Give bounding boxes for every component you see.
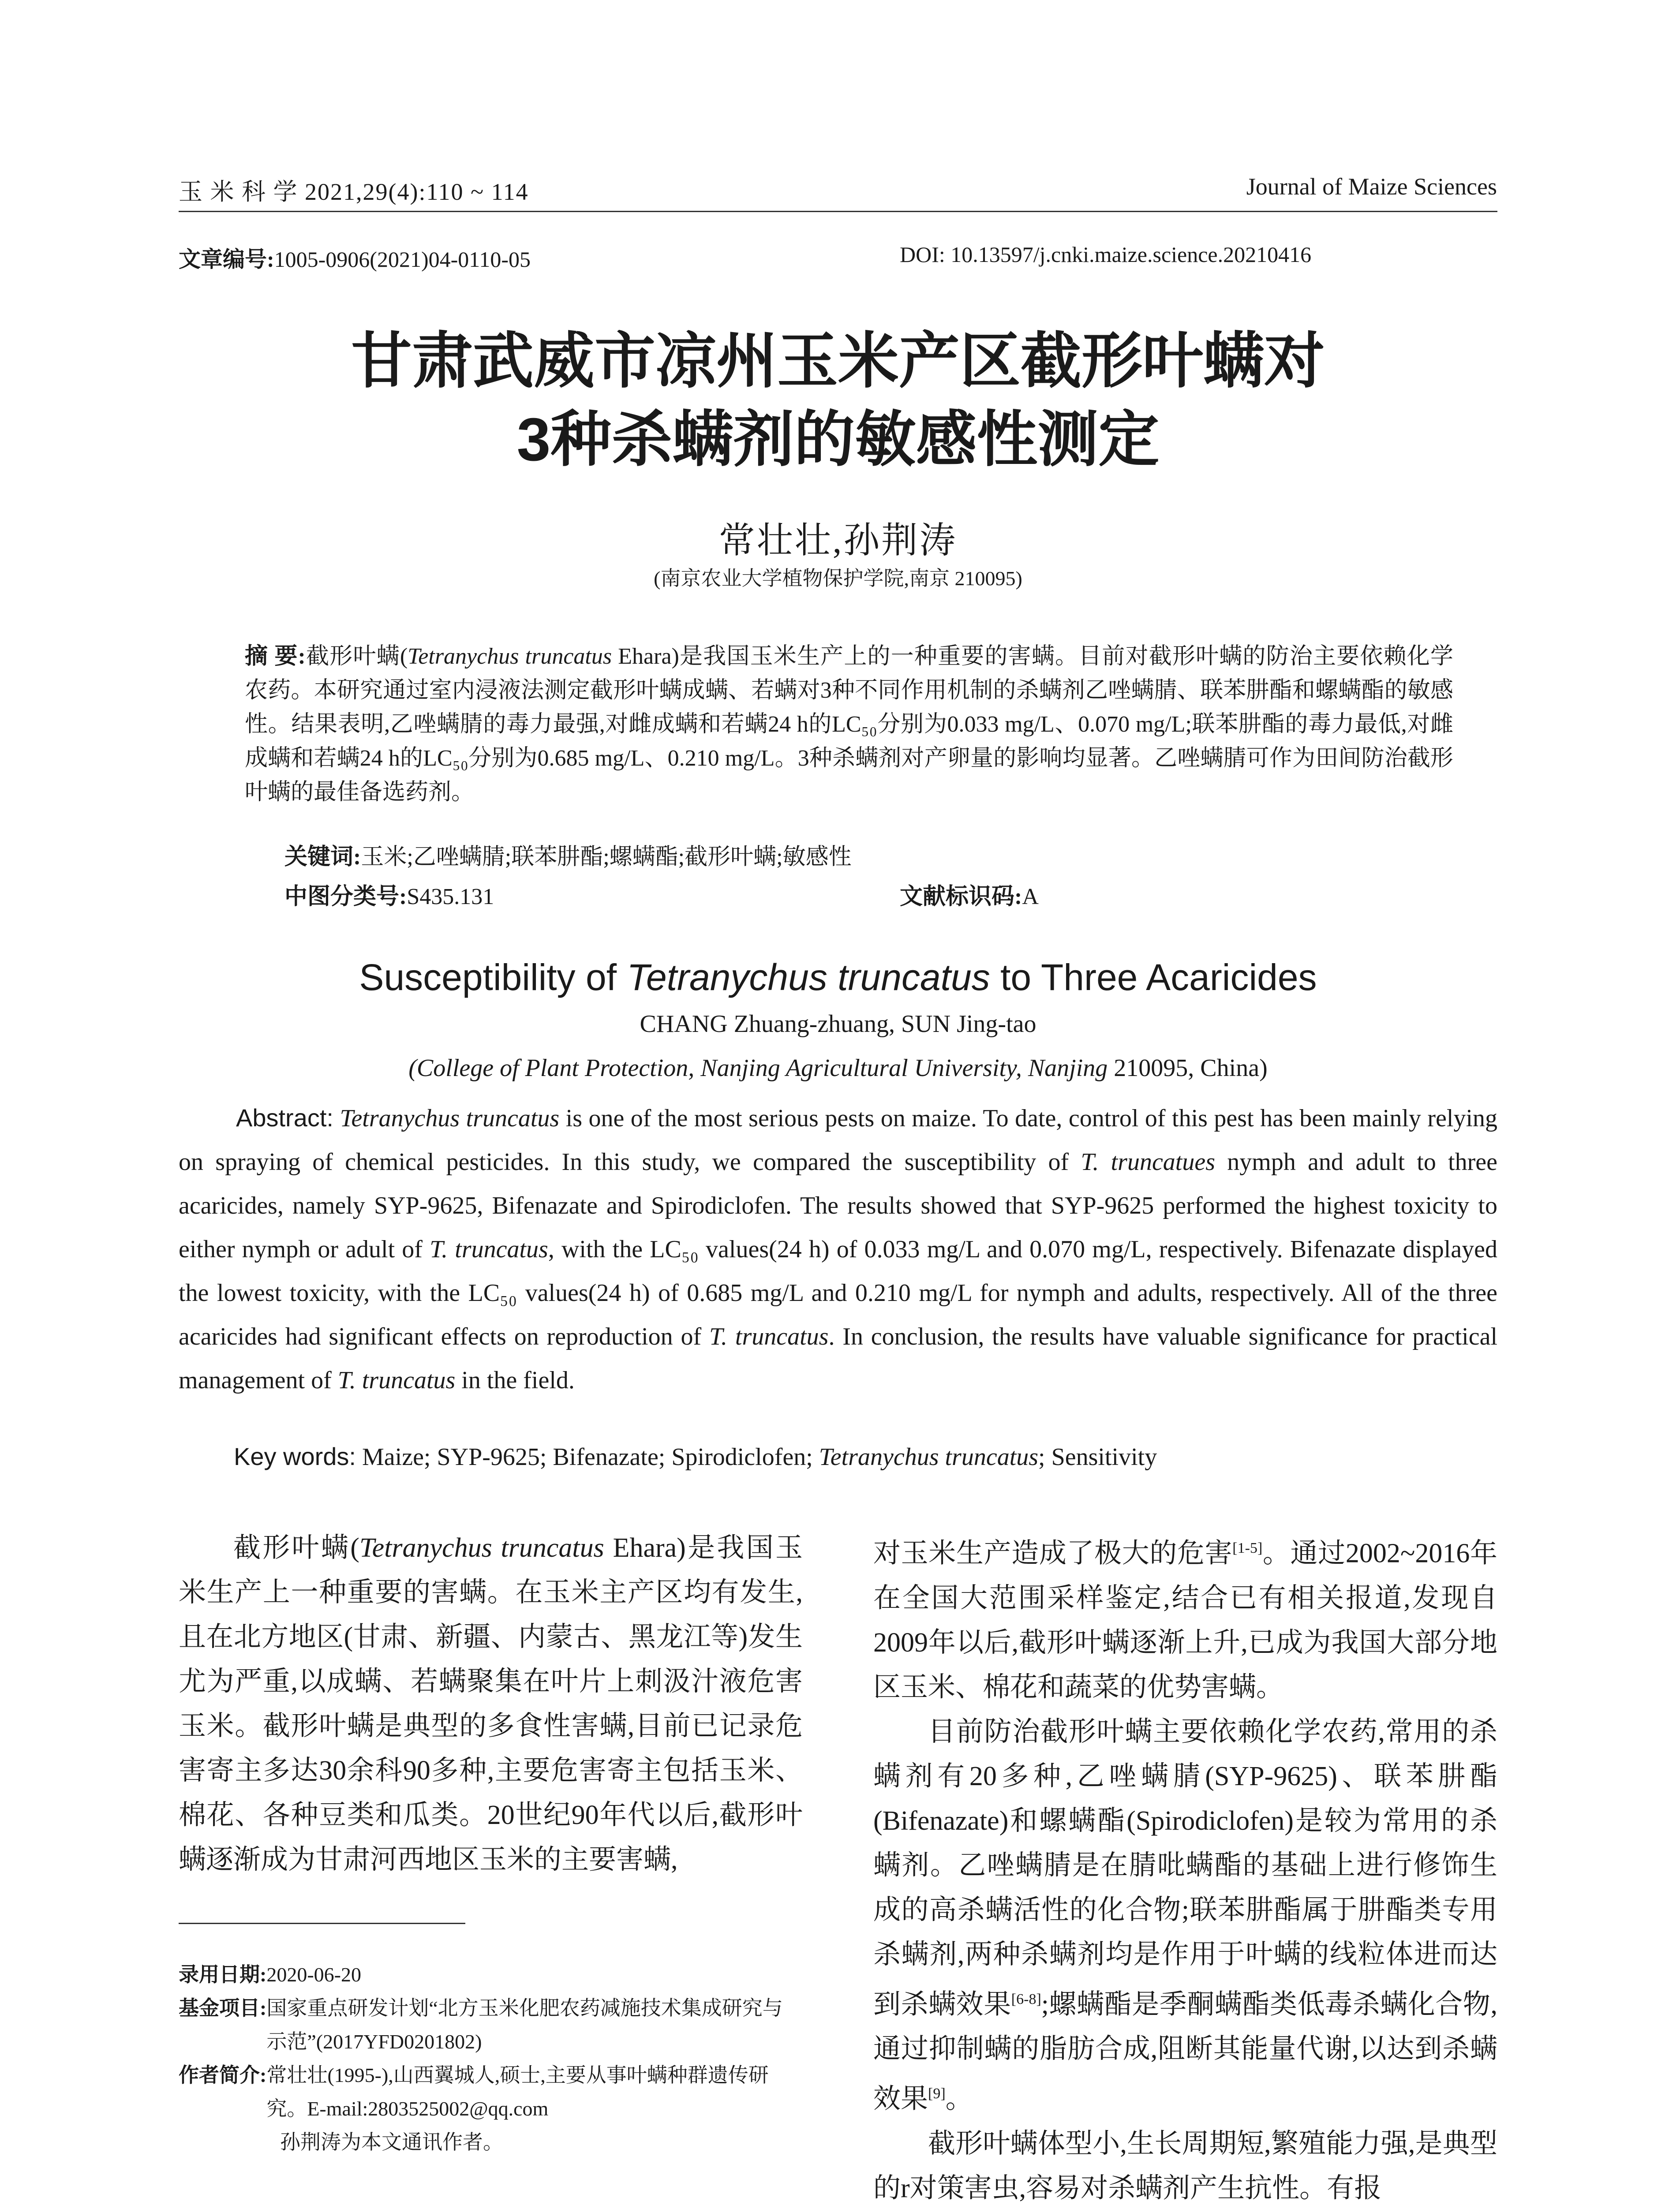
abstract-en-text: nymph and adult to three acaricides, namely SYP-9625, Bifenazate and Spirodiclofen. The results showed that SYP-9625 performed the highest toxicity to either nymph or adult of bbox=[179, 1148, 1498, 1263]
title-en-pre: Susceptibility of bbox=[359, 957, 627, 998]
title-zh bbox=[179, 322, 1497, 479]
clc-label: 中图分类号: bbox=[284, 884, 407, 909]
body-text: 。 bbox=[945, 2084, 973, 2114]
abstract-en-species: Tetranychus truncatus bbox=[340, 1105, 560, 1132]
running-header-right: Journal of Maize Sciences bbox=[1246, 173, 1497, 200]
abstract-zh bbox=[245, 639, 1453, 809]
body-text: ;螺螨酯是季酮螨酯类低毒杀螨化合物,通过抑制螨的脂肪合成,阻断其能量代谢,以达到杀螨效果 bbox=[873, 1989, 1497, 2114]
affiliation-en bbox=[179, 1054, 1497, 1082]
body-text: Ehara)是我国玉米生产上一种重要的害螨。在玉米主产区均有发生,且在北方地区(甘肃、新疆、内蒙古、黑龙江等)发生尤为严重,以成螨、若螨聚集在叶片上刺汲汁液危害玉米。截形叶螨是典型的多食性害螨,目前已记录危害寄主多达30余科90多种,主要危害寄主包括玉米、棉花、各种豆类和瓜类。20世纪90年代以后,截形叶螨逐渐成为甘肃河西地区玉米的主要害螨, bbox=[179, 1533, 803, 1875]
abstract-zh-species: Tetranychus truncatus bbox=[408, 644, 612, 669]
keywords-en-label: Key words: bbox=[234, 1443, 356, 1470]
running-header-left: 玉 米 科 学 2021,29(4):110 ~ 114 bbox=[179, 179, 529, 205]
body-text: 截形叶螨( bbox=[233, 1533, 359, 1563]
abstract-en-species: T. truncatus bbox=[337, 1367, 456, 1394]
keywords-en-post: ; Sensitivity bbox=[1038, 1443, 1157, 1471]
keywords-zh bbox=[284, 838, 1453, 871]
footnote-rule bbox=[179, 1923, 465, 1924]
body-paragraph bbox=[873, 1710, 1497, 2122]
keywords-zh-text: 玉米;乙唑螨腈;联苯肼酯;螺螨酯;截形叶螨;敏感性 bbox=[361, 845, 852, 870]
article-number-value: 1005-0906(2021)04-0110-05 bbox=[274, 247, 531, 272]
footnote-label: 作者简介: bbox=[179, 2064, 267, 2086]
header-rule bbox=[179, 211, 1497, 212]
abstract-en-text: is one of the most serious pests on maize. To date, control of this pest has been mainly relying on spraying of chemical pesticides. In this study, we compared the susceptibility of bbox=[179, 1105, 1498, 1176]
citation-ref: [1-5] bbox=[1232, 1540, 1263, 1556]
affiliation-en-rest: 210095, China) bbox=[1108, 1054, 1268, 1082]
doi: DOI: 10.13597/j.cnki.maize.science.20210416 bbox=[900, 242, 1312, 267]
abstract-zh-text2: Ehara)是我国玉米生产上的一种重要的害螨。目前对截形叶螨的防治主要依赖化学农药。本研究通过室内浸液法测定截形叶螨成螨、若螨对3种不同作用机制的杀螨剂乙唑螨腈、联苯肼酯和螺螨酯的敏感性。结果表明,乙唑螨腈的毒力最强,对雌成螨和若螨24 h的LC₅₀分别为0.033 mg/L、0.070 mg/L;联苯肼酯的毒力最低,对雌成螨和若螨24 h的LC₅₀分别为0.685 mg/L、0.210 mg/L。3种杀螨剂对产卵量的影响均显著。乙唑螨腈可作为田间防治截形叶螨的最佳备选药剂。 bbox=[245, 644, 1453, 805]
body-column-right bbox=[873, 1526, 1497, 2205]
abstract-en-text: . In conclusion, the results have valuable significance for practical management of bbox=[179, 1323, 1498, 1394]
abstract-zh-label: 摘 要: bbox=[245, 644, 306, 669]
document-code-label: 文献标识码: bbox=[900, 884, 1022, 909]
footnote-text: 国家重点研发计划“北方玉米化肥农药减施技术集成研究与示范”(2017YFD0201802) bbox=[266, 1997, 783, 2053]
clc-number bbox=[284, 878, 494, 911]
footnote-text: 孙荆涛为本文通讯作者。 bbox=[280, 2131, 503, 2153]
abstract-en-label: Abstract: bbox=[236, 1104, 333, 1132]
title-en bbox=[179, 956, 1497, 999]
citation-ref: [9] bbox=[928, 2085, 946, 2102]
title-en-species: Tetranychus truncatus bbox=[627, 957, 990, 998]
footnote-corresponding bbox=[179, 2126, 803, 2159]
footnote-text: 2020-06-20 bbox=[266, 1963, 361, 1986]
keywords-en bbox=[234, 1442, 1497, 1471]
clc-value: S435.131 bbox=[407, 884, 494, 909]
article-number bbox=[179, 242, 531, 273]
footnote-label: 基金项目: bbox=[179, 1997, 267, 2019]
body-text: 目前防治截形叶螨主要依赖化学农药,常用的杀螨剂有20多种,乙唑螨腈(SYP-9625)、联苯肼酯(Bifenazate)和螺螨酯(Spirodiclofen)是较为常用的杀螨剂。乙唑螨腈是在腈吡螨酯的基础上进行修饰生成的高杀螨活性的化合物;联苯肼酯属于肼酯类专用杀螨剂,两种杀螨剂均是作用于叶螨的线粒体进而达到杀螨效果 bbox=[873, 1716, 1497, 2020]
article-number-label: 文章编号: bbox=[179, 247, 274, 272]
title-zh-line2: 3种杀螨剂的敏感性测定 bbox=[516, 406, 1160, 474]
abstract-en-species: T. truncatues bbox=[1081, 1148, 1216, 1176]
body-text: 对玉米生产造成了极大的危害 bbox=[873, 1538, 1233, 1569]
keywords-en-pre: Maize; SYP-9625; Bifenazate; Spirodiclofen; bbox=[356, 1443, 819, 1471]
footnote-author-bio bbox=[179, 2059, 803, 2126]
abstract-zh-text1: 截形叶螨( bbox=[305, 644, 408, 669]
abstract-en bbox=[179, 1096, 1497, 1402]
abstract-en-species: T. truncatus bbox=[430, 1236, 548, 1263]
footnote-funding bbox=[179, 1992, 803, 2059]
footnotes bbox=[179, 1958, 803, 2159]
authors-zh: 常壮壮,孙荆涛 bbox=[718, 520, 958, 561]
footnote-received bbox=[179, 1958, 803, 1992]
title-en-post: to Three Acaricides bbox=[990, 957, 1317, 998]
body-paragraph bbox=[873, 1526, 1497, 1710]
abstract-en-species: T. truncatus bbox=[709, 1323, 829, 1350]
body-paragraph bbox=[873, 2122, 1497, 2205]
body-text: 截形叶螨体型小,生长周期短,繁殖能力强,是典型的r对策害虫,容易对杀螨剂产生抗性。有报 bbox=[873, 2128, 1497, 2203]
affiliation-en-italic: (College of Plant Protection, Nanjing Agricultural University, Nanjing bbox=[408, 1054, 1108, 1082]
abstract-en-text: in the field. bbox=[455, 1367, 575, 1394]
footnote-label: 录用日期: bbox=[179, 1963, 267, 1986]
body-species: Tetranychus truncatus bbox=[359, 1533, 604, 1563]
citation-ref: [6-8] bbox=[1011, 1991, 1041, 2007]
title-zh-line1: 甘肃武威市凉州玉米产区截形叶螨对 bbox=[351, 327, 1325, 395]
body-column-left bbox=[179, 1526, 803, 1875]
footnote-text: 常壮壮(1995-),山西翼城人,硕士,主要从事叶螨种群遗传研究。E-mail:2803525002@qq.com bbox=[266, 2064, 769, 2120]
authors-en: CHANG Zhuang-zhuang, SUN Jing-tao bbox=[640, 1010, 1036, 1038]
body-paragraph bbox=[179, 1526, 803, 1882]
keywords-en-species: Tetranychus truncatus bbox=[819, 1443, 1039, 1471]
document-code bbox=[900, 878, 1039, 911]
body-text: 。通过2002~2016年在全国大范围采样鉴定,结合已有相关报道,发现自2009年以后,截形叶螨逐渐上升,已成为我国大部分地区玉米、棉花和蔬菜的优势害螨。 bbox=[873, 1538, 1497, 1702]
document-code-value: A bbox=[1022, 884, 1039, 909]
keywords-zh-label: 关键词: bbox=[284, 845, 361, 870]
abstract-en-text: , with the LC₅₀ values(24 h) of 0.033 mg/L and 0.070 mg/L, respectively. Bifenazate displayed the lowest toxicity, with the LC₅₀ values(24 h) of 0.685 mg/L and 0.210 mg/L for nymph and adults, respectively. All of the three acaricides had significant effects on reproduction of bbox=[179, 1236, 1497, 1350]
affiliation-zh: (南京农业大学植物保护学院,南京 210095) bbox=[654, 567, 1022, 590]
